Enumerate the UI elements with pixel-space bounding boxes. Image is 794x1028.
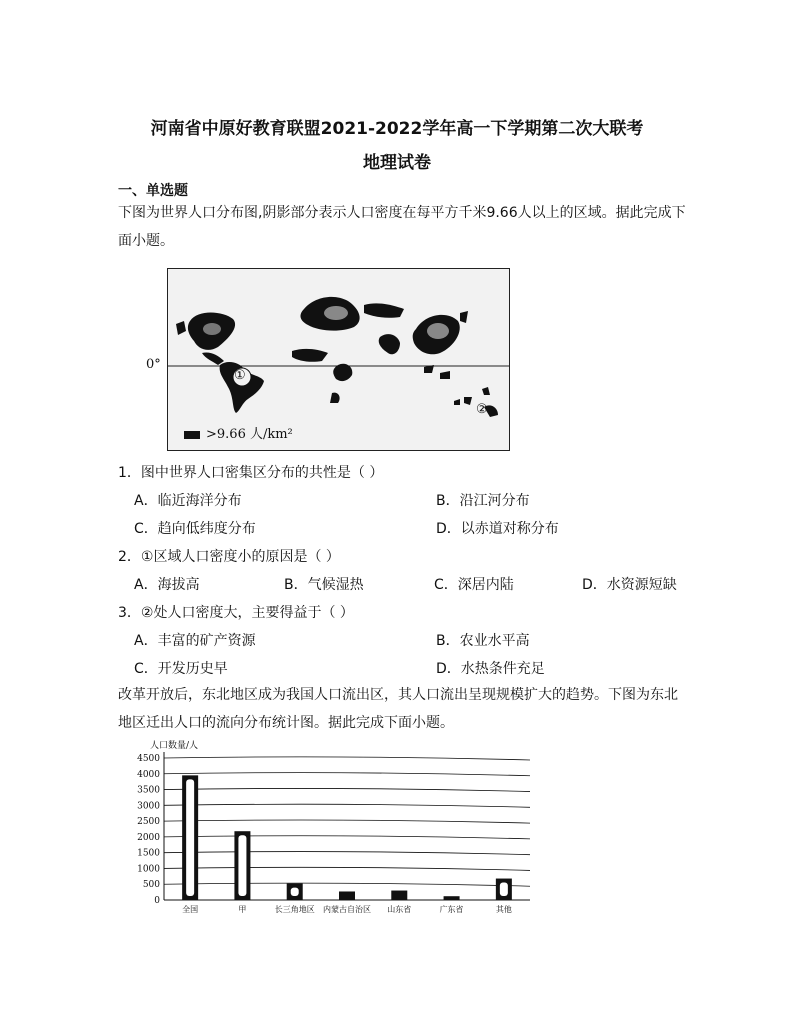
question-1-stem: 1．图中世界人口密集区分布的共性是（ ） <box>118 465 384 481</box>
chart-bar-inner <box>238 835 246 896</box>
map-legend-label: >9.66 人/km² <box>206 427 293 442</box>
map-marker-2: ② <box>476 402 488 417</box>
question-3-option-a: A．丰富的矿产资源 <box>134 633 256 649</box>
question-1-option-c: C．趋向低纬度分布 <box>134 521 256 537</box>
chart-gridline <box>164 773 530 776</box>
question-1-option-d: D．以赤道对称分布 <box>436 521 559 537</box>
chart-x-tick-label: 广东省 <box>439 905 464 914</box>
chart-x-tick-label: 山东省 <box>387 905 412 914</box>
chart-x-tick-label: 甲 <box>238 905 247 914</box>
chart-bar-inner <box>500 883 508 896</box>
question-1-option-a: A．临近海洋分布 <box>134 493 242 509</box>
chart-y-tick-label: 2500 <box>137 817 160 828</box>
chart-y-tick-label: 500 <box>142 880 160 891</box>
question-2-option-c: C．深居内陆 <box>434 577 514 593</box>
question-3-option-b: B．农业水平高 <box>436 633 530 649</box>
question-2-option-d: D．水资源短缺 <box>582 577 677 593</box>
chart-svg <box>126 738 546 920</box>
question-3-option-c: C．开发历史早 <box>134 661 228 677</box>
chart-y-tick-label: 4000 <box>137 769 160 780</box>
document-subtitle: 地理试卷 <box>363 153 431 173</box>
intro-paragraph-2: 改革开放后，东北地区成为我国人口流出区，其人口流出呈现规模扩大的趋势。下图为东北地区迁出人口的流向分布统计图。据此完成下面小题。 <box>118 687 678 731</box>
map-marker-1: ① <box>234 368 246 383</box>
chart-gridline <box>164 852 530 855</box>
chart-gridline <box>164 820 530 823</box>
document-title: 河南省中原好教育联盟2021-2022学年高一下学期第二次大联考 <box>150 119 644 139</box>
intro-paragraph-1: 下图为世界人口分布图,阴影部分表示人口密度在每平方千米9.66人以上的区域。据此完成下面小题。 <box>118 205 686 249</box>
migration-bar-chart <box>126 738 546 920</box>
chart-x-tick-label: 其他 <box>495 905 512 914</box>
question-1-option-b: B．沿江河分布 <box>436 493 530 509</box>
section-heading: 一、单选题 <box>118 183 188 199</box>
question-2-option-b: B．气候湿热 <box>284 577 364 593</box>
world-population-map <box>167 268 510 451</box>
chart-y-tick-label: 0 <box>154 896 160 906</box>
chart-bar <box>391 891 407 900</box>
chart-ylabel: 人口数量/人 <box>150 741 199 751</box>
chart-y-tick-label: 3000 <box>137 801 160 812</box>
chart-gridline <box>164 836 530 839</box>
chart-x-tick-label: 长三角地区 <box>274 905 315 914</box>
chart-y-tick-label: 1000 <box>137 864 160 875</box>
chart-y-tick-label: 2000 <box>137 832 160 843</box>
chart-y-tick-label: 4500 <box>137 754 160 764</box>
chart-gridline <box>164 757 530 760</box>
question-2-stem: 2．①区域人口密度小的原因是（ ） <box>118 549 340 565</box>
chart-gridline <box>164 788 530 791</box>
equator-label: 0° <box>146 357 161 372</box>
chart-gridline <box>164 867 530 870</box>
chart-bar <box>444 896 460 900</box>
chart-bar-inner <box>291 888 299 896</box>
chart-y-tick-label: 3500 <box>137 785 160 796</box>
chart-bar <box>339 891 355 900</box>
chart-x-tick-label: 全国 <box>182 905 199 914</box>
chart-bar-inner <box>186 779 194 896</box>
chart-x-tick-label: 内蒙古自治区 <box>323 905 371 914</box>
question-3-stem: 3．②处人口密度大，主要得益于（ ） <box>118 605 354 621</box>
question-3-option-d: D．水热条件充足 <box>436 661 545 677</box>
question-2-option-a: A．海拔高 <box>134 577 200 593</box>
chart-y-tick-label: 1500 <box>137 848 160 859</box>
chart-gridline <box>164 883 530 886</box>
chart-gridline <box>164 804 530 807</box>
